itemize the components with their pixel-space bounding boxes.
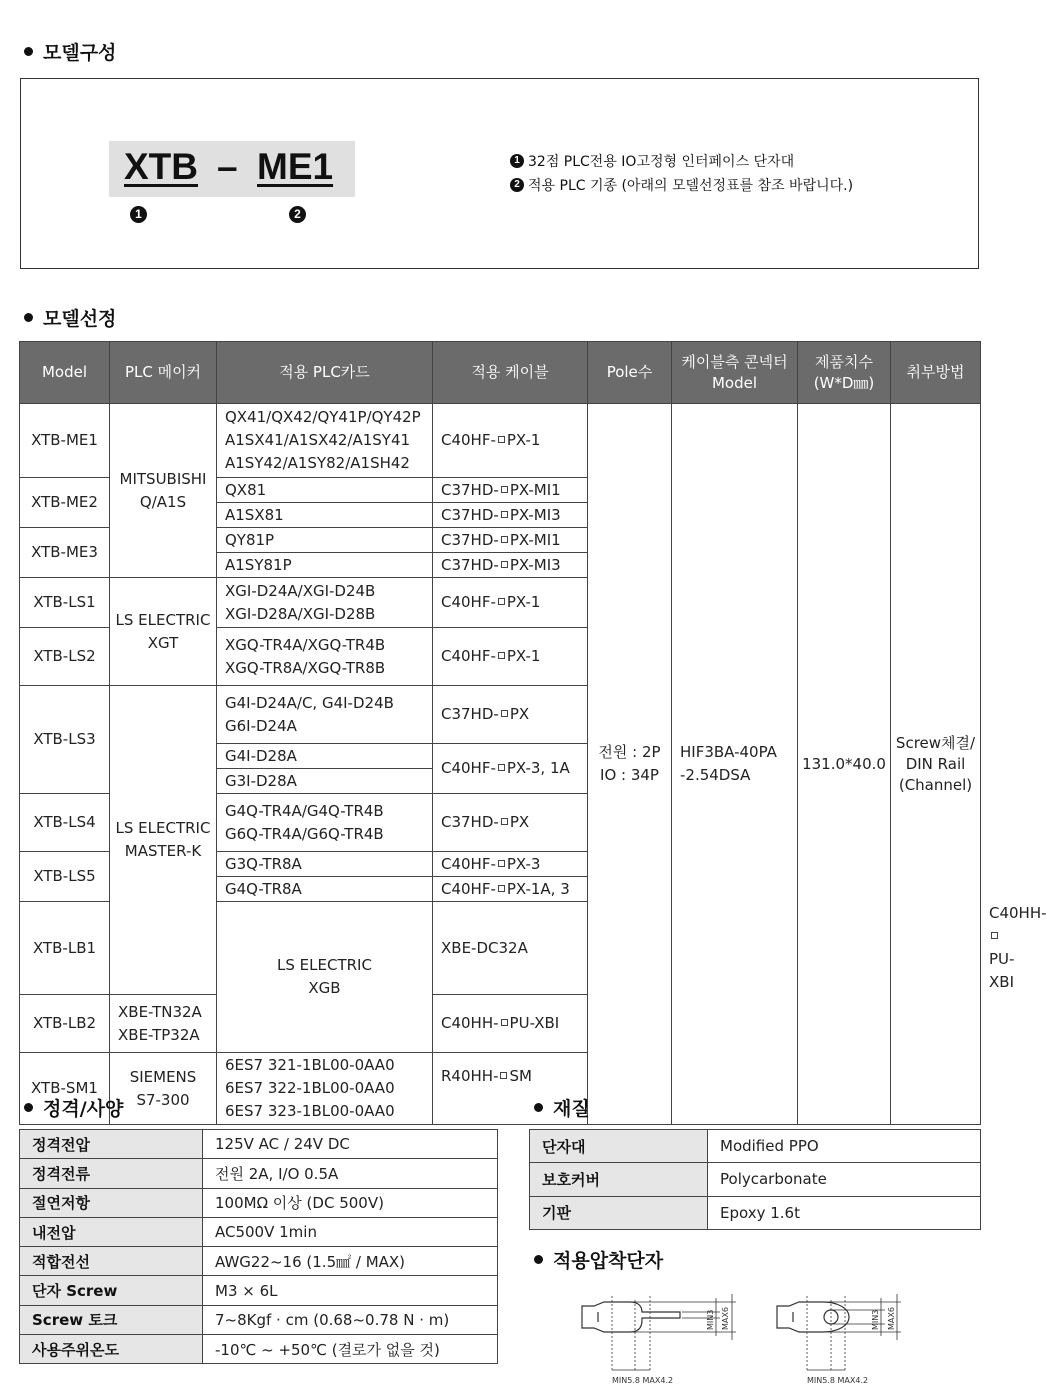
section-title-composition: 모델구성 [24,38,116,65]
bullet-icon [534,1255,543,1264]
placeholder-box-icon [498,598,505,605]
code-part-type: ME1 [257,146,334,187]
cable-cell: C40HF- PX-3, 1A [433,744,588,794]
model-cell: XTB-ME3 [20,528,110,578]
cable-cell: C37HD- PX [433,686,588,744]
table-row: XTB-LB1 LS ELECTRIC XGB XBE-DC32A C40HH-PU-XBI [20,902,981,995]
max-label: MAX6 [721,1307,730,1330]
card-cell: XGQ-TR4A/XGQ-TR4B XGQ-TR8A/XGQ-TR8B [217,628,433,686]
card-cell: G3I-D28A [217,769,433,794]
model-cell: XTB-LS4 [20,794,110,852]
description-line-1: 1 32점 PLC전용 IO고정형 인터페이스 단자대 [510,151,794,171]
card-cell: G4I-D24A/C, G4I-D24B G6I-D24A [217,686,433,744]
card-cell: QY81P [217,528,433,553]
section-title-specs: 정격/사양 [24,1094,123,1121]
ring-terminal-icon [777,1302,849,1332]
model-cell: XTB-LS5 [20,852,110,902]
number-1-icon: 1 [510,154,524,168]
cable-cell: C37HD- PX-MI3 [433,553,588,578]
model-cell: XTB-LB2 [20,995,110,1053]
cable-cell: C40HF- PX-1 [433,628,588,686]
cable-cell: C40HF- PX-3 [433,852,588,877]
header-row [20,342,981,404]
table-row [20,1188,498,1217]
card-cell: QX81 [217,478,433,503]
spec-key: 사용주위온도 [20,1335,203,1364]
model-cell: XTB-LB1 [20,902,110,995]
table-row [530,1163,981,1196]
spec-value: M3 × 6L [203,1276,498,1305]
connector-cell: HIF3BA-40PA -2.54DSA [672,404,798,1125]
table-row [530,1130,981,1163]
max-label: MAX6 [887,1307,896,1330]
model-cell: XTB-ME1 [20,404,110,478]
model-cell: XTB-SM1 [20,1053,110,1125]
placeholder-box-icon [498,860,505,867]
cable-cell: C40HF- PX-1A, 3 [433,877,588,902]
header-pole: Pole수 [588,342,672,404]
dimension-cell: 131.0*40.0 [798,404,891,1125]
bullet-icon [24,313,33,322]
number-2-icon: 2 [289,206,306,223]
spec-key: 적합전선 [20,1247,203,1276]
header-plc-card: 적용 PLC카드 [217,342,433,404]
placeholder-box-icon [498,764,505,771]
header-model: Model [20,342,110,404]
code-dash: – [217,146,238,187]
bullet-icon [534,1103,543,1112]
specs-table [19,1129,498,1364]
card-cell: A1SY81P [217,553,433,578]
spec-value: 7~8Kgf · cm (0.68~0.78 N · m) [203,1305,498,1334]
cable-cell: C37HD- PX-MI3 [433,503,588,528]
header-dimension: 제품치수 (W*D㎜) [798,342,891,404]
spec-key: 내전압 [20,1217,203,1246]
cable-cell: C40HF- PX-1 [433,578,588,628]
table-row [20,1276,498,1305]
crimp-terminal-drawing [570,1290,930,1390]
table-row [20,1217,498,1246]
model-cell: XTB-ME2 [20,478,110,528]
placeholder-box-icon [501,486,508,493]
placeholder-box-icon [501,536,508,543]
card-cell: QX41/QX42/QY41P/QY42P A1SX41/A1SX42/A1SY41 A1SY42/A1SY82/A1SH42 [217,404,433,478]
card-cell: XBE-TN32A XBE-TP32A [110,995,217,1053]
placeholder-box-icon [498,885,505,892]
material-table [529,1129,981,1230]
header-plc-maker: PLC 메이커 [110,342,217,404]
table-row [20,1335,498,1364]
spec-key: 정격전압 [20,1130,203,1159]
section-title-material: 재질 [534,1094,590,1121]
placeholder-box-icon [498,436,505,443]
spec-key: 정격전류 [20,1159,203,1188]
code-part-series: XTB [124,146,198,187]
cable-cell: C40HF- PX-1 [433,404,588,478]
model-cell: XTB-LS3 [20,686,110,794]
maker-cell: LS ELECTRIC XGB [217,902,433,1053]
model-cell: XTB-LS2 [20,628,110,686]
placeholder-box-icon [498,652,505,659]
cable-cell: C37HD- PX-MI1 [433,478,588,503]
spec-key: 절연저항 [20,1188,203,1217]
cable-cell: C40HH- PU-XBI [433,995,588,1053]
table-row [20,404,981,478]
material-value: Epoxy 1.6t [708,1196,981,1229]
spec-value: AWG22~16 (1.5㎟ / MAX) [203,1247,498,1276]
material-value: Polycarbonate [708,1163,981,1196]
maker-cell: LS ELECTRIC MASTER-K [110,686,217,995]
model-selection-table [19,341,1047,1125]
mounting-cell: Screw체결/ DIN Rail (Channel) [891,404,981,1125]
maker-cell: SIEMENS S7-300 [110,1053,217,1125]
number-2-icon: 2 [510,178,524,192]
table-row [20,1159,498,1188]
bullet-icon [24,1103,33,1112]
material-key: 보호커버 [530,1163,708,1196]
cable-cell: C37HD- PX-MI1 [433,528,588,553]
card-cell: 6ES7 321-1BL00-0AA0 6ES7 322-1BL00-0AA0 6ES7 323-1BL00-0AA0 [217,1053,433,1125]
placeholder-box-icon [501,561,508,568]
material-value: Modified PPO [708,1130,981,1163]
min-label: MIN3 [706,1309,715,1330]
card-cell: XBE-DC32A [433,902,588,995]
model-cell: XTB-LS1 [20,578,110,628]
spec-value: 전원 2A, I/O 0.5A [203,1159,498,1188]
material-key: 단자대 [530,1130,708,1163]
maker-cell: MITSUBISHI Q/A1S [110,404,217,578]
cable-cell: C37HD- PX [433,794,588,852]
fork-terminal-icon [582,1302,680,1332]
card-cell: G3Q-TR8A [217,852,433,877]
bullet-icon [24,47,33,56]
header-mounting: 취부방법 [891,342,981,404]
card-cell: G4Q-TR8A [217,877,433,902]
width-label: MIN5.8 MAX4.2 [807,1376,869,1385]
placeholder-box-icon [501,818,508,825]
header-connector: 케이블측 콘넥터 Model [672,342,798,404]
table-row [20,1130,498,1159]
table-row [20,1305,498,1334]
card-cell: G4I-D28A [217,744,433,769]
spec-value: AC500V 1min [203,1217,498,1246]
spec-value: 125V AC / 24V DC [203,1130,498,1159]
width-label: MIN5.8 MAX4.2 [612,1376,674,1385]
spec-value: 100MΩ 이상 (DC 500V) [203,1188,498,1217]
description-line-2: 2 적용 PLC 기종 (아래의 모델선정표를 참조 바랍니다.) [510,175,853,195]
placeholder-box-icon [500,1072,507,1079]
section-title-terminal: 적용압착단자 [534,1246,663,1273]
card-cell: XGI-D24A/XGI-D24B XGI-D28A/XGI-D28B [217,578,433,628]
material-key: 기판 [530,1196,708,1229]
placeholder-box-icon [991,932,998,939]
spec-key: Screw 토크 [20,1305,203,1334]
section-title-selection: 모델선정 [24,304,116,331]
model-code-box [109,141,355,197]
card-cell: G4Q-TR4A/G4Q-TR4B G6Q-TR4A/G6Q-TR4B [217,794,433,852]
table-row [530,1196,981,1229]
spec-value: -10℃ ~ +50℃ (결로가 없을 것) [203,1335,498,1364]
number-1-icon: 1 [130,206,147,223]
placeholder-box-icon [501,1019,508,1026]
card-cell: A1SX81 [217,503,433,528]
cable-cell: R40HH- SM [433,1053,588,1125]
composition-box [20,78,979,269]
placeholder-box-icon [501,511,508,518]
pole-cell: 전원 : 2P IO : 34P [588,404,672,1125]
table-row [20,1247,498,1276]
maker-cell: LS ELECTRIC XGT [110,578,217,686]
min-label: MIN3 [871,1309,880,1330]
header-cable: 적용 케이블 [433,342,588,404]
placeholder-box-icon [501,710,508,717]
spec-key: 단자 Screw [20,1276,203,1305]
